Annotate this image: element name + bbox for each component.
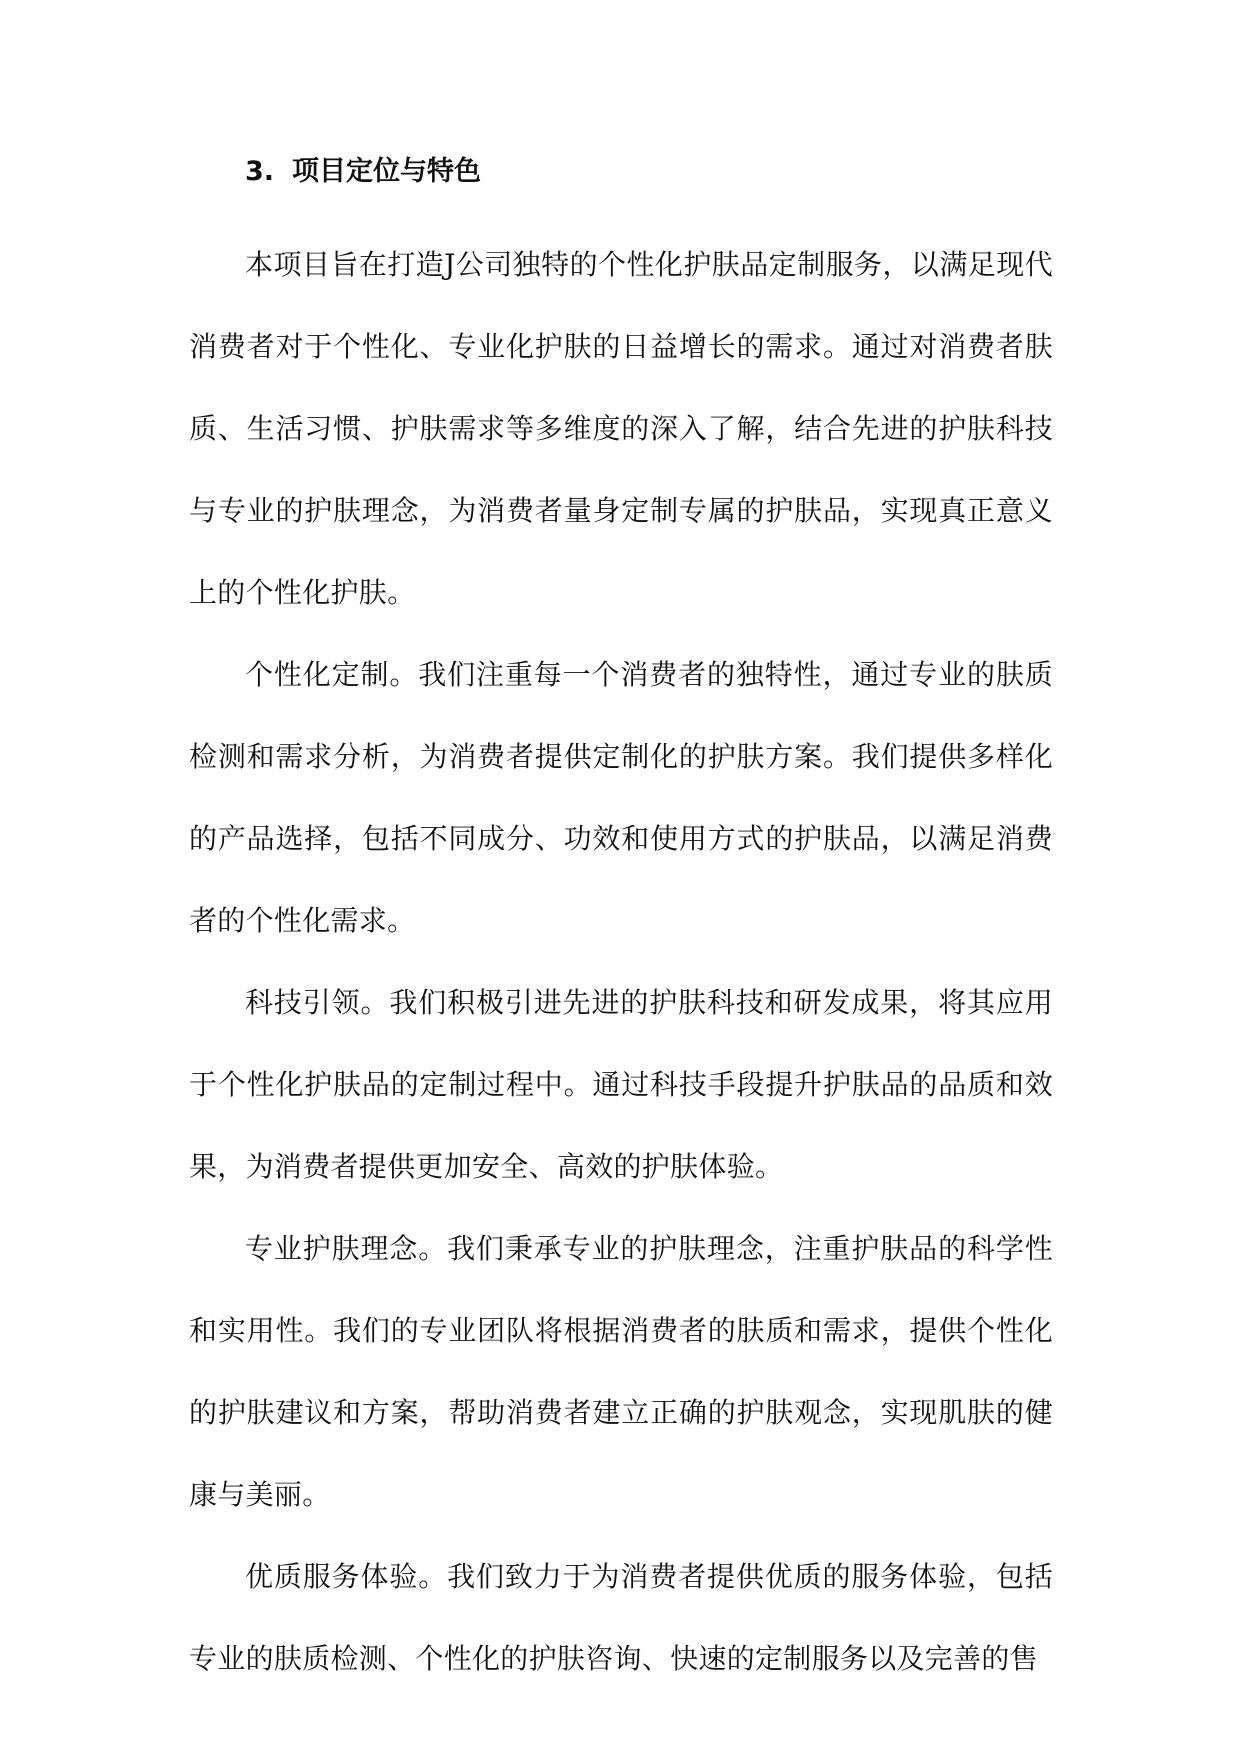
section-heading bbox=[189, 142, 1053, 202]
paragraph-professional-skincare-concept: 专业护肤理念。我们秉承专业的护肤理念，注重护肤品的科学性和实用性。我们的专业团队将根据消费者的肤质和需求，提供个性化的护肤建议和方案，帮助消费者建立正确的护肤观念，实现肌肤的健康与美丽。 bbox=[189, 1232, 1053, 1511]
paragraph-quality-service-experience: 优质服务体验。我们致力于为消费者提供优质的服务体验，包括专业的肤质检测、个性化的护肤咨询、快速的定制服务以及完善的售 bbox=[189, 1560, 1053, 1675]
paragraph-personalized-customization: 个性化定制。我们注重每一个消费者的独特性，通过专业的肤质检测和需求分析，为消费者提供定制化的护肤方案。我们提供多样化的产品选择，包括不同成分、功效和使用方式的护肤品，以满足消费者的个性化需求。 bbox=[189, 658, 1053, 937]
paragraph-technology-leadership: 科技引领。我们积极引进先进的护肤科技和研发成果，将其应用于个性化护肤品的定制过程中。通过科技手段提升护肤品的品质和效果，为消费者提供更加安全、高效的护肤体验。 bbox=[189, 986, 1053, 1183]
page-content bbox=[189, 142, 1053, 1700]
section-number: 3. bbox=[245, 156, 275, 187]
section-title: 项目定位与特色 bbox=[292, 156, 482, 187]
paragraph-intro: 本项目旨在打造J公司独特的个性化护肤品定制服务，以满足现代消费者对于个性化、专业化护肤的日益增长的需求。通过对消费者肤质、生活习惯、护肤需求等多维度的深入了解，结合先进的护肤科技与专业的护肤理念，为消费者量身定制专属的护肤品，实现真正意义上的个性化护肤。 bbox=[189, 248, 1053, 609]
